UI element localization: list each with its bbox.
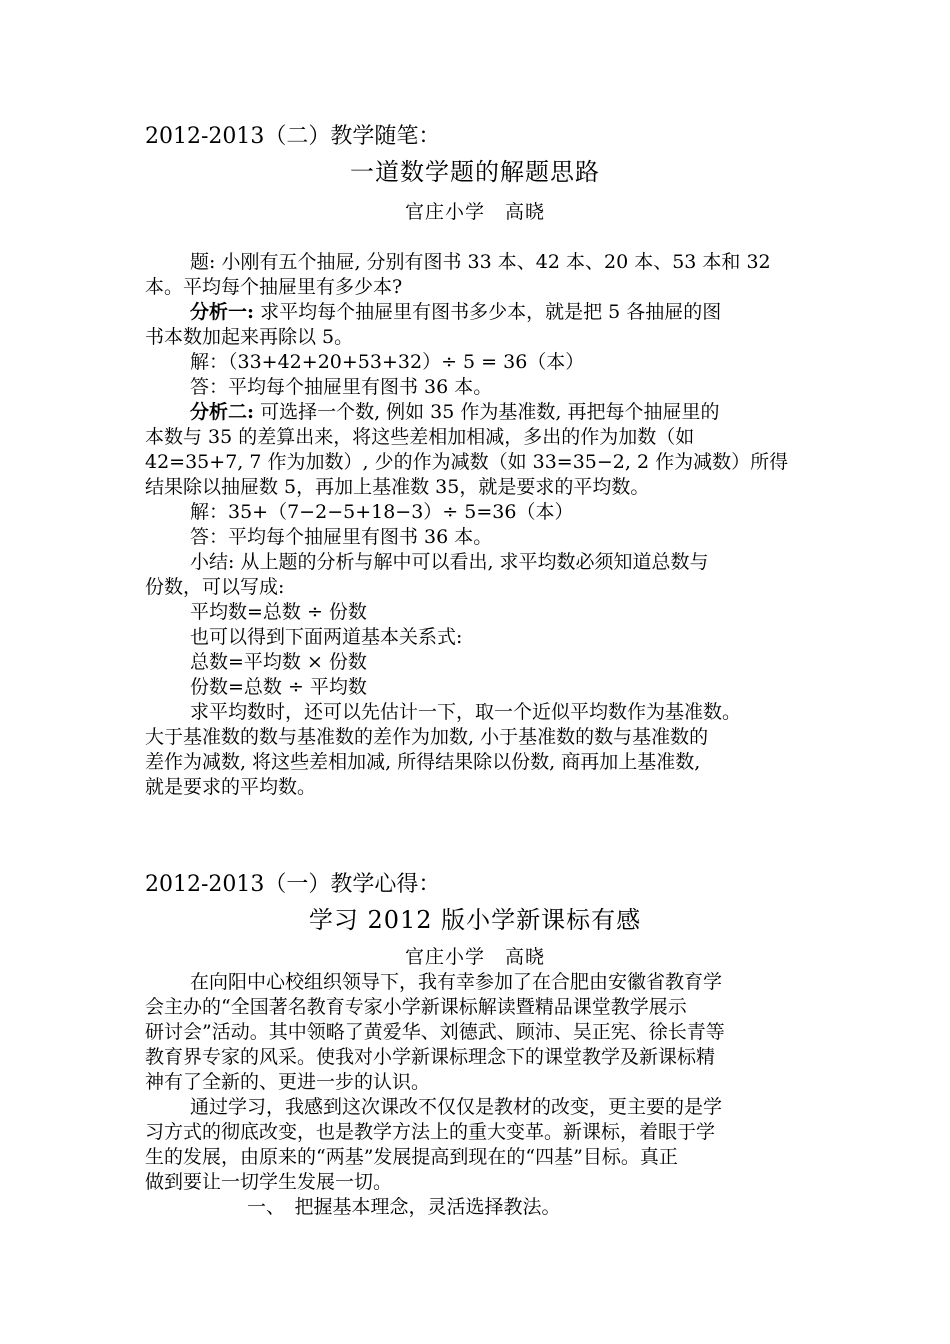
body-line: 生的发展，由原来的“两基”发展提高到现在的“四基”目标。真正 [145, 1146, 678, 1168]
problem-line: 题: 小刚有五个抽屉, 分别有图书 33 本、42 本、20 本、53 本和 32 [190, 251, 771, 273]
problem-line: 本。平均每个抽屉里有多少本? [145, 276, 403, 298]
analysis2-line: 结果除以抽屉数 5，再加上基准数 35，就是要求的平均数。 [145, 476, 650, 498]
summary-line: 小结: 从上题的分析与解中可以看出, 求平均数必须知道总数与 [190, 551, 709, 573]
section2-title: 学习 2012 版小学新课标有感 [308, 906, 642, 934]
body-line: 神有了全新的、更进一步的认识。 [145, 1071, 431, 1093]
formula-line: 平均数=总数 ÷ 份数 [190, 601, 367, 623]
analysis2-label: 分析二: [190, 401, 255, 423]
analysis2-text: 可选择一个数, 例如 35 作为基准数, 再把每个抽屉里的 [260, 401, 720, 423]
formula-line: 份数=总数 ÷ 平均数 [190, 676, 367, 698]
body-line: 教育界专家的风采。使我对小学新课标理念下的课堂教学及新课标精 [145, 1046, 716, 1068]
conclusion-line: 就是要求的平均数。 [145, 776, 317, 798]
body-line: 习方式的彻底改变，也是教学方法上的重大变革。新课标，着眼于学 [145, 1121, 716, 1143]
conclusion-line: 求平均数时，还可以先估计一下，取一个近似平均数作为基准数。 [190, 701, 742, 723]
formula-line: 总数=平均数 × 份数 [190, 651, 367, 673]
section2-author: 官庄小学 高晓 [404, 946, 545, 968]
analysis2-line: 本数与 35 的差算出来，将这些差相加相减，多出的作为加数（如 [145, 426, 695, 448]
analysis1-line [190, 300, 721, 325]
analysis2-line: 42=35+7, 7 作为加数）, 少的作为减数（如 33=35−2, 2 作为减数）所得 [145, 451, 789, 473]
analysis1-label: 分析一: [190, 301, 255, 323]
subheading-line: 一、 把握基本理念，灵活选择教法。 [247, 1196, 561, 1218]
analysis2-line [190, 400, 719, 425]
section1-heading: 2012-2013（二）教学随笔： [145, 124, 441, 149]
analysis1-line: 书本数加起来再除以 5。 [145, 326, 354, 348]
solution1-line: 解：（33+42+20+53+32）÷ 5 = 36（本） [190, 351, 585, 373]
section2-heading: 2012-2013（一）教学心得： [145, 872, 441, 897]
body-line: 会主办的“全国著名教育专家小学新课标解读暨精品课堂教学展示 [145, 996, 687, 1018]
body-line: 通过学习，我感到这次课改不仅仅是教材的改变，更主要的是学 [190, 1096, 723, 1118]
answer2-line: 答：平均每个抽屉里有图书 36 本。 [190, 526, 493, 548]
section1-title: 一道数学题的解题思路 [350, 158, 600, 186]
body-line: 研讨会”活动。其中领略了黄爱华、刘德武、顾沛、吴正宪、徐长青等 [145, 1021, 725, 1043]
summary-line: 份数，可以写成: [145, 576, 285, 598]
body-line: 做到要让一切学生发展一切。 [145, 1171, 393, 1193]
conclusion-line: 大于基准数的数与基准数的差作为加数, 小于基准数的数与基准数的 [145, 726, 709, 748]
solution2-line: 解：35+（7−2−5+18−3）÷ 5=36（本） [190, 501, 574, 523]
body-line: 在向阳中心校组织领导下，我有幸参加了在合肥由安徽省教育学 [190, 971, 723, 993]
analysis1-text: 求平均每个抽屉里有图书多少本，就是把 5 各抽屉的图 [260, 301, 722, 323]
conclusion-line: 差作为减数, 将这些差相加减, 所得结果除以份数, 商再加上基准数, [145, 751, 701, 773]
summary-line: 也可以得到下面两道基本关系式: [190, 626, 463, 648]
answer1-line: 答：平均每个抽屉里有图书 36 本。 [190, 376, 493, 398]
section1-author: 官庄小学 高晓 [404, 201, 545, 223]
